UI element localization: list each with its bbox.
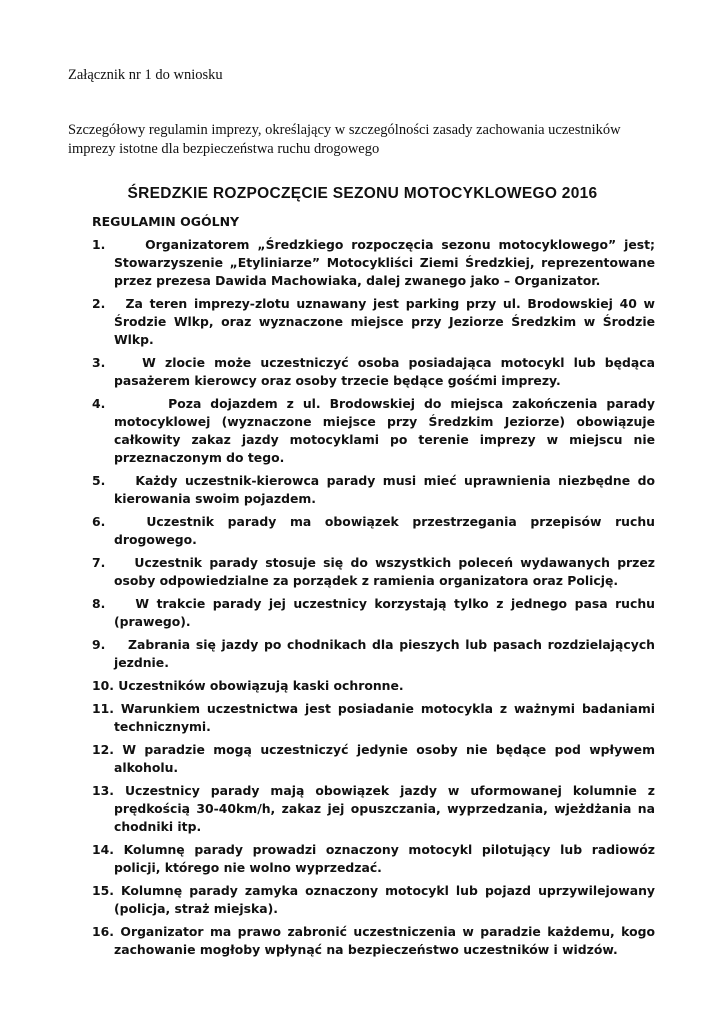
rule-number: 12. bbox=[92, 742, 114, 757]
rule-item bbox=[92, 700, 655, 736]
rule-text: Uczestników obowiązują kaski ochronne. bbox=[118, 678, 404, 693]
rule-text: Uczestnik parady stosuje się do wszystkich poleceń wydawanych przez osoby odpowiedzialne za porządek z ramienia organizatora oraz Policję. bbox=[114, 555, 655, 588]
rule-text: Za teren imprezy-zlotu uznawany jest parking przy ul. Brodowskiej 40 w Środzie Wlkp, oraz wyznaczone miejsce przy Jeziorze Średzkim w Środzie Wlkp. bbox=[114, 296, 655, 347]
rule-item bbox=[92, 472, 655, 508]
rule-item bbox=[92, 636, 655, 672]
rule-text: Warunkiem uczestnictwa jest posiadanie motocykla z ważnymi badaniami technicznymi. bbox=[114, 701, 655, 734]
rule-item bbox=[92, 741, 655, 777]
rule-item bbox=[92, 354, 655, 390]
rule-text: Kolumnę parady zamyka oznaczony motocykl lub pojazd uprzywilejowany (policja, straż miejska). bbox=[114, 883, 655, 916]
rule-text: Każdy uczestnik-kierowca parady musi mieć uprawnienia niezbędne do kierowania swoim pojazdem. bbox=[114, 473, 655, 506]
rule-item bbox=[92, 595, 655, 631]
rule-number: 10. bbox=[92, 678, 114, 693]
rule-number: 3. bbox=[92, 355, 106, 370]
rule-number: 13. bbox=[92, 783, 114, 798]
rule-item bbox=[92, 554, 655, 590]
rule-item bbox=[92, 923, 655, 959]
rule-text: Uczestnicy parady mają obowiązek jazdy w uformowanej kolumnie z prędkością 30-40km/h, zakaz jej opuszczania, wyprzedzania, wjeżdżania na chodniki itp. bbox=[114, 783, 655, 834]
rule-number: 15. bbox=[92, 883, 114, 898]
rule-item bbox=[92, 395, 655, 467]
rule-item bbox=[92, 236, 655, 290]
rule-item bbox=[92, 677, 655, 695]
rule-text: Organizatorem „Średzkiego rozpoczęcia sezonu motocyklowego” jest; Stowarzyszenie „Etyliniarze” Motocykliści Ziemi Średzkiej, reprezentowane przez prezesa Dawida Machowiaka, dalej zwanego jako – Organizator. bbox=[114, 237, 655, 288]
rule-item bbox=[92, 782, 655, 836]
rule-number: 6. bbox=[92, 514, 106, 529]
annex-label: Załącznik nr 1 do wniosku bbox=[68, 67, 223, 83]
rule-number: 8. bbox=[92, 596, 106, 611]
rule-text: Zabrania się jazdy po chodnikach dla pieszych lub pasach rozdzielających jezdnie. bbox=[114, 637, 655, 670]
rule-number: 16. bbox=[92, 924, 114, 939]
rule-text: Organizator ma prawo zabronić uczestniczenia w paradzie każdemu, kogo zachowanie mogłoby wpłynąć na bezpieczeństwo uczestników i widzów. bbox=[114, 924, 655, 957]
rule-number: 2. bbox=[92, 296, 106, 311]
rule-text: Kolumnę parady prowadzi oznaczony motocykl pilotujący lub radiowóz policji, którego nie wolno wyprzedzać. bbox=[114, 842, 655, 875]
rule-text: W zlocie może uczestniczyć osoba posiadająca motocykl lub będąca pasażerem kierowcy oraz osoby trzecie będące gośćmi imprezy. bbox=[114, 355, 655, 388]
rule-text: Poza dojazdem z ul. Brodowskiej do miejsca zakończenia parady motocyklowej (wyznaczone miejsce przy Średzkim Jeziorze) obowiązuje całkowity zakaz jazdy motocyklami po terenie imprezy w miejscu nie przeznaczonym do tego. bbox=[114, 396, 655, 465]
rule-text: W trakcie parady jej uczestnicy korzystają tylko z jednego pasa ruchu (prawego). bbox=[114, 596, 655, 629]
rule-number: 9. bbox=[92, 637, 106, 652]
rules-list bbox=[92, 236, 655, 964]
rule-number: 4. bbox=[92, 396, 106, 411]
rule-number: 7. bbox=[92, 555, 106, 570]
rule-item bbox=[92, 513, 655, 549]
rule-number: 14. bbox=[92, 842, 114, 857]
document-title: ŚREDZKIE ROZPOCZĘCIE SEZONU MOTOCYKLOWEGO 2016 bbox=[127, 185, 598, 202]
rule-item bbox=[92, 882, 655, 918]
rule-number: 5. bbox=[92, 473, 106, 488]
rule-text: W paradzie mogą uczestniczyć jedynie osoby nie będące pod wpływem alkoholu. bbox=[114, 742, 655, 775]
rule-item bbox=[92, 295, 655, 349]
section-title: REGULAMIN OGÓLNY bbox=[92, 214, 240, 229]
rule-number: 11. bbox=[92, 701, 114, 716]
rule-item bbox=[92, 841, 655, 877]
rule-number: 1. bbox=[92, 237, 106, 252]
rule-text: Uczestnik parady ma obowiązek przestrzegania przepisów ruchu drogowego. bbox=[114, 514, 655, 547]
intro-text: Szczegółowy regulamin imprezy, określający w szczególności zasady zachowania uczestników imprezy istotne dla bezpieczeństwa ruchu drogowego bbox=[68, 122, 621, 157]
